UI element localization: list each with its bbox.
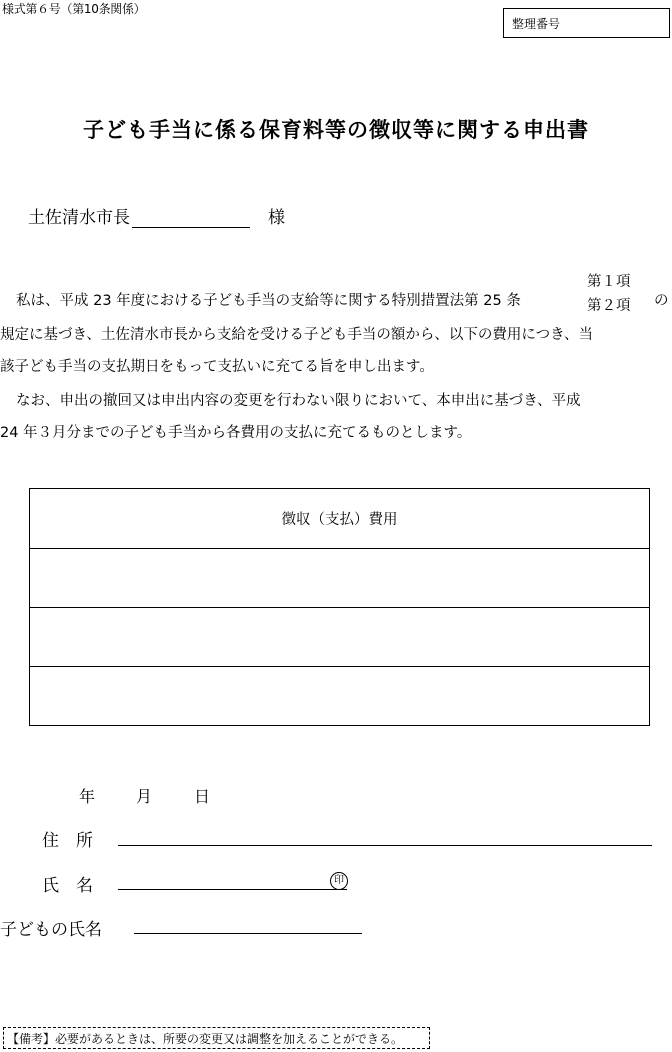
body-line-2: 規定に基づき、土佐清水市長から支給を受ける子ども手当の額から、以下の費用につき、当	[0, 327, 594, 343]
body-line-1-end: の	[654, 293, 669, 309]
name-field[interactable]	[118, 889, 347, 890]
addressee-name: 土佐清水市長	[28, 208, 130, 228]
option-clause-2: 第２項	[587, 298, 631, 314]
address-field[interactable]	[118, 845, 652, 846]
child-name-field[interactable]	[134, 933, 362, 934]
seal-mark: 印	[330, 872, 348, 890]
reference-number-box[interactable]	[503, 8, 670, 38]
body-line-4: なお、申出の撤回又は申出内容の変更を行わない限りにおいて、本申出に基づき、平成	[16, 393, 581, 409]
form-number: 様式第６号（第10条関係）	[2, 2, 146, 16]
addressee	[28, 203, 250, 228]
body-line-1: 私は、平成 23 年度における子ども手当の支給等に関する特別措置法第 25 条	[16, 293, 521, 309]
date-year: 年	[79, 787, 96, 806]
remark-note: 【備考】必要があるときは、所要の変更又は調整を加えることができる。	[3, 1027, 430, 1049]
name-label: 氏 名	[42, 876, 93, 896]
addressee-blank-line[interactable]	[132, 209, 250, 228]
addressee-honorific: 様	[268, 208, 285, 228]
fee-row-2[interactable]	[30, 608, 650, 667]
fee-table	[29, 488, 650, 726]
address-label: 住 所	[42, 831, 93, 851]
fee-row-1[interactable]	[30, 549, 650, 608]
reference-number-label: 整理番号	[512, 17, 561, 31]
document-title: 子ども手当に係る保育料等の徴収等に関する申出書	[83, 118, 589, 142]
body-line-5: 24 年３月分までの子ども手当から各費用の支払に充てるものとします。	[0, 425, 472, 441]
body-line-3: 該子ども手当の支払期日をもって支払いに充てる旨を申し出ます。	[0, 359, 434, 375]
date-day: 日	[194, 787, 211, 806]
date-month: 月	[136, 787, 153, 806]
fee-row-3[interactable]	[30, 667, 650, 726]
fee-table-header: 徴収（支払）費用	[30, 489, 650, 549]
child-name-label: 子どもの氏名	[0, 920, 102, 940]
option-clause-1: 第１項	[587, 274, 631, 290]
